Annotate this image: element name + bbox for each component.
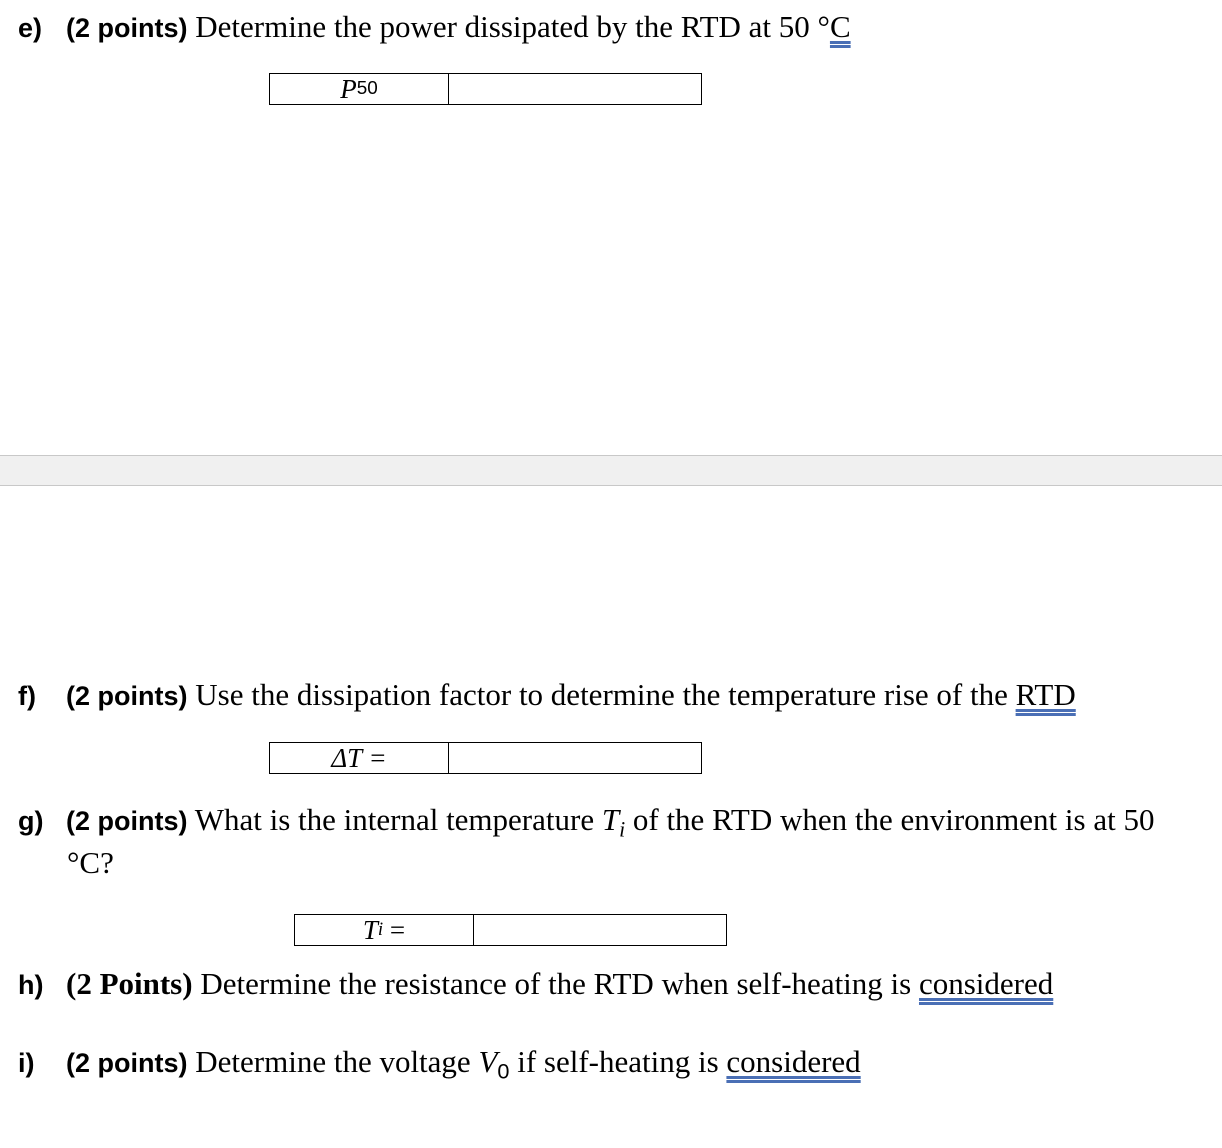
answer-label-cell [270, 743, 449, 773]
answer-label-cell: P 50 [270, 74, 449, 104]
question-text: What is the internal temperature [194, 802, 602, 837]
question-text-underlined: considered [726, 1044, 861, 1079]
question-label: e) [18, 13, 43, 43]
question-text-underlined: considered [918, 966, 1054, 1001]
answer-variable: T [362, 914, 378, 945]
answer-box-g [294, 914, 727, 946]
question-text-underlined: C [829, 9, 851, 44]
question-text-underlined: RTD [1015, 677, 1076, 712]
question-text: Determine the power dissipated by the RTD at 50 ° [195, 9, 830, 44]
answer-label: ΔT = [331, 742, 387, 773]
points-label: (2 Points) [66, 966, 193, 1001]
variable-subscript: 0 [497, 1058, 510, 1084]
question-label: i) [18, 1048, 35, 1078]
page-break [0, 455, 1222, 486]
question-g-continuation: °C? [67, 845, 114, 880]
question-label: g) [18, 806, 44, 836]
variable: T [601, 802, 620, 837]
question-i [18, 1043, 861, 1082]
question-f [18, 676, 1076, 715]
answer-input-cell[interactable] [449, 74, 701, 104]
variable: V [478, 1044, 498, 1079]
question-h [18, 965, 1053, 1004]
answer-label-cell: T i = [295, 915, 474, 945]
variable-subscript: i [619, 817, 626, 842]
points-label: (2 points) [66, 806, 188, 836]
points-label: (2 points) [66, 13, 188, 43]
question-text: Determine the resistance of the RTD when self-heating is [200, 966, 919, 1001]
answer-variable: P [340, 73, 357, 104]
answer-box-f [269, 742, 702, 774]
answer-input-cell[interactable] [474, 915, 726, 945]
answer-equals: = [389, 914, 406, 945]
answer-box-e [269, 73, 702, 105]
question-text: Determine the voltage [195, 1044, 479, 1079]
question-text-continued: if self-heating is [509, 1044, 727, 1079]
question-text: Use the dissipation factor to determine the temperature rise of the [195, 677, 1016, 712]
question-label: f) [18, 681, 36, 711]
question-e [18, 8, 851, 47]
question-label: h) [18, 970, 44, 1000]
question-text-continued: of the RTD when the environment is at 50 [625, 802, 1155, 837]
answer-input-cell[interactable] [449, 743, 701, 773]
points-label: (2 points) [66, 681, 188, 711]
question-g [18, 801, 1154, 840]
points-label: (2 points) [66, 1048, 188, 1078]
